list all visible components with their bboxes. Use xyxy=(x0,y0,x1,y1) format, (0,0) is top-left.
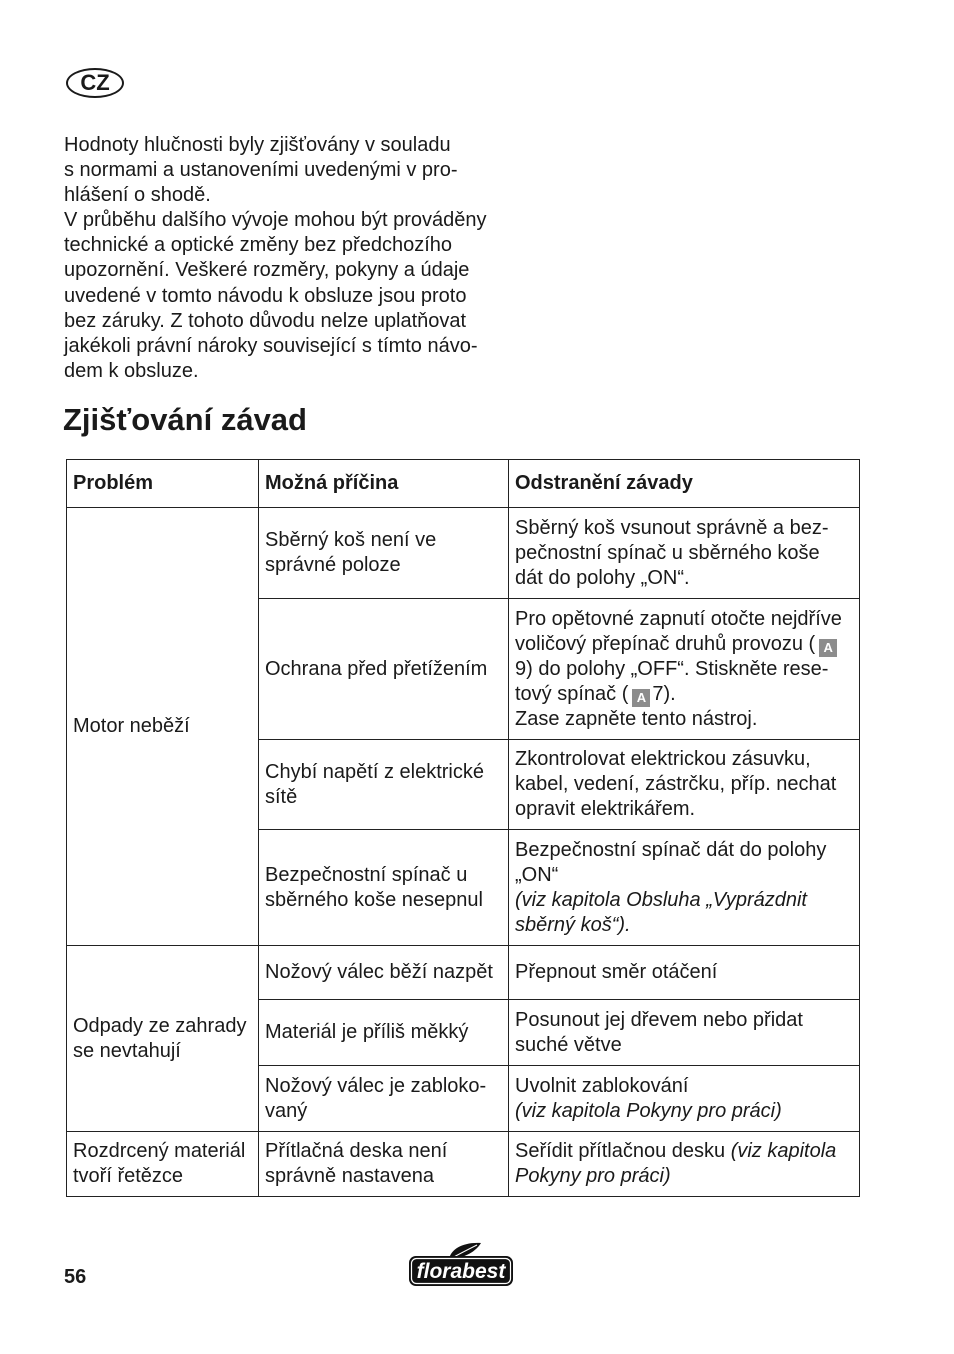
remedy-line xyxy=(515,632,855,657)
remedy-reference: sběrný koš“). xyxy=(515,913,631,936)
table-row xyxy=(67,946,860,1000)
brand-logo xyxy=(405,1240,517,1290)
language-badge: CZ xyxy=(66,68,124,98)
header-row xyxy=(67,460,860,508)
problem-text: Odpady ze zahrady xyxy=(73,1014,247,1037)
problem-text: se nevtahují xyxy=(73,1039,181,1062)
remedy-text: Pro opětovné zapnutí otočte nejdříve xyxy=(515,607,842,630)
remedy-text: dát do polohy „ON“. xyxy=(515,566,690,589)
remedy-text: Seřídit přítlačnou desku xyxy=(515,1140,726,1162)
remedy-text: suché větve xyxy=(515,1033,622,1056)
intro-line: jakékoli právní nároky související s tímto návo- xyxy=(64,334,478,357)
figure-a-icon: A xyxy=(632,689,650,707)
cause-text: správně nastavena xyxy=(265,1165,435,1187)
intro-line: hlášení o shodě. xyxy=(64,184,211,207)
table-header xyxy=(67,460,860,508)
remedy-reference: (viz kapitola Obsluha „Vyprázdnit xyxy=(515,888,807,911)
intro-line: technické a optické změny bez předchozího xyxy=(64,234,452,257)
remedy-text: Uvolnit zablokování xyxy=(515,1074,689,1097)
remedy-text: Posunout jej dřevem nebo přidat xyxy=(515,1008,803,1031)
cause-cell xyxy=(259,830,509,946)
remedy-reference: Pokyny pro práci) xyxy=(515,1165,671,1187)
cause-text: správné poloze xyxy=(265,554,401,576)
remedy-text: tový spínač ( xyxy=(515,682,629,705)
problem-text: Motor neběží xyxy=(73,715,190,737)
cause-cell xyxy=(259,946,509,1000)
intro-line: dem k obsluze. xyxy=(64,359,199,382)
cause-text: Chybí napětí z elektrické xyxy=(265,760,484,783)
remedy-reference: (viz kapitola Pokyny pro práci) xyxy=(515,1099,782,1122)
intro-line: uvedené v tomto návodu k obsluze jsou proto xyxy=(64,284,467,307)
remedy-cell xyxy=(509,599,860,740)
intro-line: upozornění. Veškeré rozměry, pokyny a údaje xyxy=(64,259,470,282)
problem-text: Rozdrcený materiál xyxy=(73,1140,246,1162)
cause-cell xyxy=(259,1066,509,1132)
table-body xyxy=(67,508,860,1197)
remedy-text: pečnostní spínač u sběrného koše xyxy=(515,541,820,564)
cause-text: vaný xyxy=(265,1099,308,1122)
table-row xyxy=(67,508,860,599)
cause-text: Přítlačná deska není xyxy=(265,1140,448,1162)
remedy-text: opravit elektrikářem. xyxy=(515,798,696,820)
remedy-text: Zase zapněte tento nástroj. xyxy=(515,707,758,730)
header-remedy: Odstranění závady xyxy=(509,460,860,508)
cause-text: sběrného koše nesepnul xyxy=(265,888,483,911)
remedy-text: Sběrný koš vsunout správně a bez- xyxy=(515,516,829,539)
remedy-cell xyxy=(509,740,860,830)
cause-text: Ochrana před přetížením xyxy=(265,657,488,680)
cause-cell xyxy=(259,740,509,830)
intro-line: s normami a ustanoveními uvedenými v pro- xyxy=(64,159,458,182)
brand-wordmark: florabest xyxy=(416,1260,506,1283)
cause-text: Bezpečnostní spínač u xyxy=(265,863,468,886)
cause-text: Sběrný koš není ve xyxy=(265,529,437,551)
remedy-cell xyxy=(509,508,860,599)
problem-cell xyxy=(67,508,259,946)
cause-cell xyxy=(259,1132,509,1197)
remedy-text: Zkontrolovat elektrickou zásuvku, xyxy=(515,748,811,770)
cause-text: Materiál je příliš měkký xyxy=(265,1021,469,1043)
problem-text: tvoří řetězce xyxy=(73,1165,184,1187)
problem-cell xyxy=(67,946,259,1132)
section-title: Zjišťování závad xyxy=(63,402,307,437)
remedy-cell xyxy=(509,1066,860,1132)
figure-a-icon: A xyxy=(819,639,837,657)
remedy-line xyxy=(515,682,855,707)
remedy-text: Bezpečnostní spínač dát do polohy xyxy=(515,838,827,861)
remedy-text: 9) do polohy „OFF“. Stiskněte rese- xyxy=(515,657,829,680)
remedy-cell xyxy=(509,830,860,946)
cause-cell xyxy=(259,599,509,740)
remedy-line xyxy=(515,1139,855,1164)
intro-line: V průběhu dalšího vývoje mohou být prováděny xyxy=(64,209,487,232)
cause-text: Nožový válec je zabloko- xyxy=(265,1074,487,1097)
intro-line: Hodnoty hlučnosti byly zjišťovány v souladu xyxy=(64,134,451,156)
remedy-cell xyxy=(509,1000,860,1066)
troubleshooting-table xyxy=(66,459,860,1197)
remedy-text: „ON“ xyxy=(515,863,559,886)
remedy-text: Přepnout směr otáčení xyxy=(515,961,718,983)
remedy-text: kabel, vedení, zástrčku, příp. nechat xyxy=(515,773,837,795)
intro-line: bez záruky. Z tohoto důvodu nelze uplatňovat xyxy=(64,309,467,332)
cause-text: sítě xyxy=(265,785,298,808)
page-number: 56 xyxy=(64,1266,87,1288)
problem-cell xyxy=(67,1132,259,1197)
remedy-cell xyxy=(509,1132,860,1197)
intro-paragraph xyxy=(64,133,487,384)
header-problem: Problém xyxy=(67,460,259,508)
remedy-text: voličový přepínač druhů provozu ( xyxy=(515,632,816,655)
cause-cell xyxy=(259,1000,509,1066)
table-row xyxy=(67,1132,860,1197)
header-cause: Možná příčina xyxy=(259,460,509,508)
remedy-cell xyxy=(509,946,860,1000)
remedy-text: 7). xyxy=(652,682,676,705)
cause-cell xyxy=(259,508,509,599)
remedy-reference: (viz kapitola xyxy=(730,1140,837,1162)
cause-text: Nožový válec běží nazpět xyxy=(265,961,493,983)
